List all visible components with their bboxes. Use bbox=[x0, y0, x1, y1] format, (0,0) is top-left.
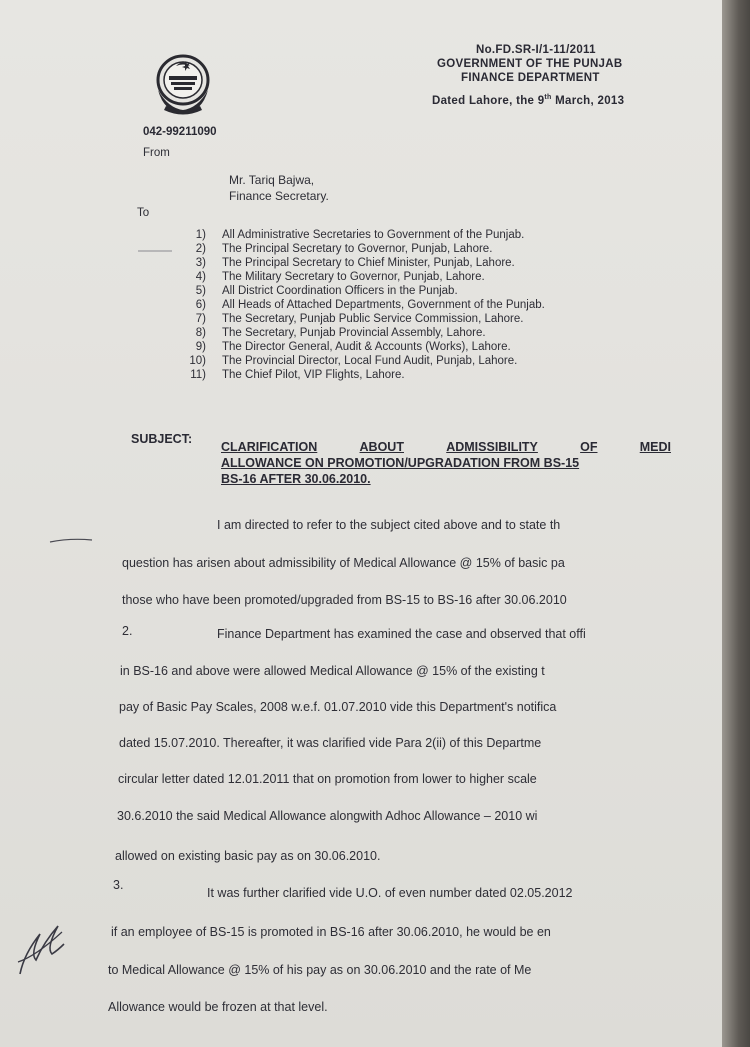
recipient-number: 2) bbox=[195, 243, 206, 255]
margin-dash-mark bbox=[48, 536, 94, 546]
body-line: pay of Basic Pay Scales, 2008 w.e.f. 01.07.2010 vide this Department's notifica bbox=[119, 700, 557, 714]
recipient-text: All District Coordination Officers in the Punjab. bbox=[222, 285, 458, 297]
subject-word: ABOUT bbox=[359, 440, 404, 454]
body-line: Finance Department has examined the case and observed that offi bbox=[217, 627, 586, 641]
subject-word: MEDI bbox=[639, 440, 671, 454]
body-line: Allowance would be frozen at that level. bbox=[108, 1000, 328, 1014]
subject-label: SUBJECT: bbox=[131, 432, 193, 446]
paragraph-number: 2. bbox=[122, 624, 133, 638]
paragraph-number: 3. bbox=[113, 878, 124, 892]
subject-line-3: BS-16 AFTER 30.06.2010. bbox=[221, 472, 371, 486]
recipient-number: 5) bbox=[195, 285, 206, 297]
subject-word: ADMISSIBILITY bbox=[446, 440, 538, 454]
subject-word: CLARIFICATION bbox=[221, 440, 318, 454]
handwritten-initials-mark bbox=[14, 918, 68, 980]
recipient-text: The Secretary, Punjab Public Service Commission, Lahore. bbox=[222, 313, 524, 325]
recipient-text: All Heads of Attached Departments, Government of the Punjab. bbox=[222, 299, 545, 311]
recipient-item bbox=[182, 243, 545, 257]
recipient-item bbox=[182, 257, 545, 271]
body-line: in BS-16 and above were allowed Medical Allowance @ 15% of the existing t bbox=[120, 664, 545, 678]
page-shadow-edge bbox=[722, 0, 750, 1047]
recipient-item bbox=[182, 229, 545, 243]
to-label: To bbox=[137, 207, 150, 219]
recipient-number: 8) bbox=[195, 327, 206, 339]
recipient-number: 7) bbox=[195, 313, 206, 325]
recipient-item bbox=[182, 285, 545, 299]
body-line: allowed on existing basic pay as on 30.06.2010. bbox=[115, 849, 381, 863]
sender-name: Mr. Tariq Bajwa, bbox=[229, 173, 315, 187]
recipient-item bbox=[182, 271, 545, 285]
from-label: From bbox=[143, 147, 170, 159]
recipient-text: The Principal Secretary to Chief Minister, Punjab, Lahore. bbox=[222, 257, 515, 269]
body-line: question has arisen about admissibility of Medical Allowance @ 15% of basic pa bbox=[122, 556, 565, 570]
recipient-item bbox=[182, 313, 545, 327]
body-line: dated 15.07.2010. Thereafter, it was clarified vide Para 2(ii) of this Departme bbox=[119, 736, 542, 750]
sender-title: Finance Secretary. bbox=[229, 189, 329, 203]
body-line: circular letter dated 12.01.2011 that on promotion from lower to higher scale bbox=[118, 772, 537, 786]
government-emblem-icon bbox=[152, 50, 214, 116]
recipient-number: 10) bbox=[189, 355, 206, 367]
recipient-text: The Director General, Audit & Accounts (Works), Lahore. bbox=[222, 341, 511, 353]
margin-dash-mark bbox=[136, 248, 176, 254]
recipient-number: 11) bbox=[190, 369, 206, 381]
recipient-item bbox=[182, 341, 545, 355]
body-line: I am directed to refer to the subject cited above and to state th bbox=[217, 518, 561, 532]
body-line: 30.6.2010 the said Medical Allowance alongwith Adhoc Allowance – 2010 wi bbox=[117, 809, 538, 823]
government-heading: GOVERNMENT OF THE PUNJAB bbox=[437, 58, 623, 70]
recipient-item bbox=[182, 355, 545, 369]
recipient-text: The Military Secretary to Governor, Punjab, Lahore. bbox=[222, 271, 485, 283]
recipient-item bbox=[182, 327, 545, 341]
recipient-item bbox=[182, 299, 545, 313]
body-line: to Medical Allowance @ 15% of his pay as on 30.06.2010 and the rate of Me bbox=[108, 963, 532, 977]
department-heading: FINANCE DEPARTMENT bbox=[461, 72, 600, 84]
phone-number: 042-99211090 bbox=[143, 126, 217, 138]
recipient-number: 9) bbox=[195, 341, 206, 353]
recipient-number: 4) bbox=[195, 271, 206, 283]
recipient-number: 1) bbox=[195, 229, 206, 241]
recipient-number: 6) bbox=[195, 299, 206, 311]
recipient-text: The Secretary, Punjab Provincial Assembly, Lahore. bbox=[222, 327, 486, 339]
date-line: Dated Lahore, the 9th March, 2013 bbox=[432, 94, 625, 107]
body-line: It was further clarified vide U.O. of even number dated 02.05.2012 bbox=[207, 886, 573, 900]
body-line: if an employee of BS-15 is promoted in BS-16 after 30.06.2010, he would be en bbox=[111, 925, 551, 939]
recipient-text: The Chief Pilot, VIP Flights, Lahore. bbox=[222, 369, 405, 381]
recipient-text: The Provincial Director, Local Fund Audit, Punjab, Lahore. bbox=[222, 355, 518, 367]
recipient-text: All Administrative Secretaries to Government of the Punjab. bbox=[222, 229, 525, 241]
recipient-number: 3) bbox=[195, 257, 206, 269]
recipient-list bbox=[182, 229, 545, 383]
subject-word: OF bbox=[580, 440, 598, 454]
recipient-text: The Principal Secretary to Governor, Punjab, Lahore. bbox=[222, 243, 493, 255]
reference-number: No.FD.SR-I/1-11/2011 bbox=[476, 44, 596, 56]
subject-line-2: ALLOWANCE ON PROMOTION/UPGRADATION FROM BS-15 bbox=[221, 456, 580, 470]
subject-line-1 bbox=[221, 440, 671, 454]
recipient-item bbox=[182, 369, 545, 383]
body-line: those who have been promoted/upgraded from BS-15 to BS-16 after 30.06.2010 bbox=[122, 593, 567, 607]
